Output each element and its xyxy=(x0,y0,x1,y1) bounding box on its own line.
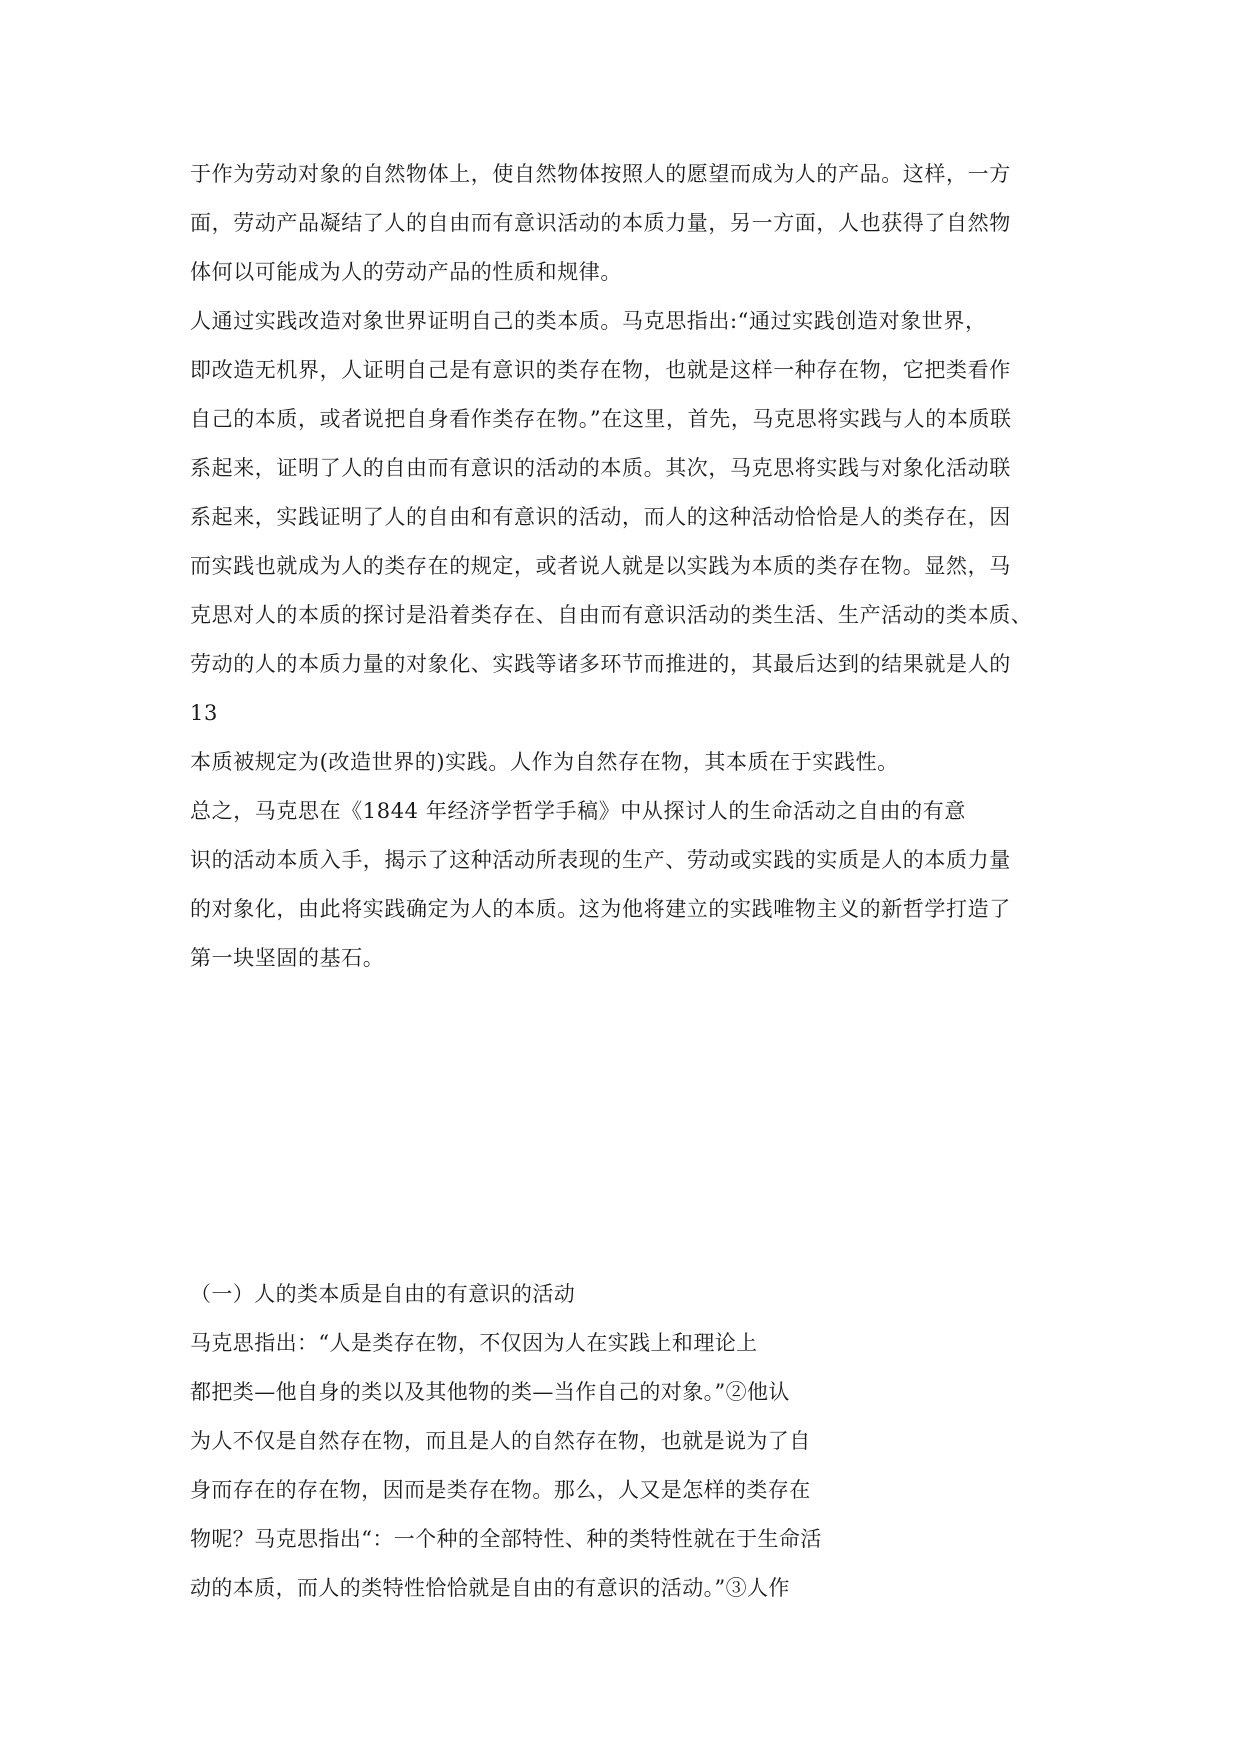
page-number: 13 xyxy=(190,701,218,725)
text-line: 身而存在的存在物，因而是类存在物。那么，人又是怎样的类存在 xyxy=(190,1478,811,1502)
text-line: 劳动的人的本质力量的对象化、实践等诸多环节而推进的，其最后达到的结果就是人的 xyxy=(190,652,1011,676)
text-line: 动的本质，而人的类特性恰恰就是自由的有意识的活动。”③人作 xyxy=(190,1576,790,1600)
text-line: 而实践也就成为人的类存在的规定，或者说人就是以实践为本质的类存在物。显然，马 xyxy=(190,554,1011,578)
text-line: 本质被规定为(改造世界的)实践。人作为自然存在物，其本质在于实践性。 xyxy=(190,750,899,774)
text-line: 的对象化，由此将实践确定为人的本质。这为他将建立的实践唯物主义的新哲学打造了 xyxy=(190,897,1011,921)
text-line: 人通过实践改造对象世界证明自己的类本质。马克思指出:“通过实践创造对象世界， xyxy=(190,309,987,333)
text-line: 第一块坚固的基石。 xyxy=(190,946,385,970)
text-line: 马克思指出：“人是类存在物，不仅因为人在实践上和理论上 xyxy=(190,1331,758,1355)
text-line: 克思对人的本质的探讨是沿着类存在、自由而有意识活动的类生活、生产活动的类本质、 xyxy=(190,603,1033,627)
text-line: 自己的本质，或者说把自身看作类存在物。”在这里，首先，马克思将实践与人的本质联 xyxy=(190,407,1012,431)
text-line: 物呢？马克思指出“：一个种的全部特性、种的类特性就在于生命活 xyxy=(190,1527,822,1551)
text-line: 面，劳动产品凝结了人的自由而有意识活动的本质力量，另一方面，人也获得了自然物 xyxy=(190,211,1011,235)
text-line: 体何以可能成为人的劳动产品的性质和规律。 xyxy=(190,260,622,284)
text-line: 系起来，证明了人的自由而有意识的活动的本质。其次，马克思将实践与对象化活动联 xyxy=(190,456,1011,480)
section-heading: （一）人的类本质是自由的有意识的活动 xyxy=(190,1282,576,1306)
text-line: 都把类—他自身的类以及其他物的类—当作自己的对象。”②他认 xyxy=(190,1380,790,1404)
text-line: 为人不仅是自然存在物，而且是人的自然存在物，也就是说为了自 xyxy=(190,1429,811,1453)
text-line: 即改造无机界，人证明自己是有意识的类存在物，也就是这样一种存在物，它把类看作 xyxy=(190,358,1011,382)
text-line: 系起来，实践证明了人的自由和有意识的活动，而人的这种活动恰恰是人的类存在，因 xyxy=(190,505,1011,529)
text-line: 于作为劳动对象的自然物体上，使自然物体按照人的愿望而成为人的产品。这样，一方 xyxy=(190,162,1011,186)
text-line: 总之，马克思在《1844 年经济学哲学手稿》中从探讨人的生命活动之自由的有意 xyxy=(190,799,966,823)
text-line: 识的活动本质入手，揭示了这种活动所表现的生产、劳动或实践的实质是人的本质力量 xyxy=(190,848,1011,872)
